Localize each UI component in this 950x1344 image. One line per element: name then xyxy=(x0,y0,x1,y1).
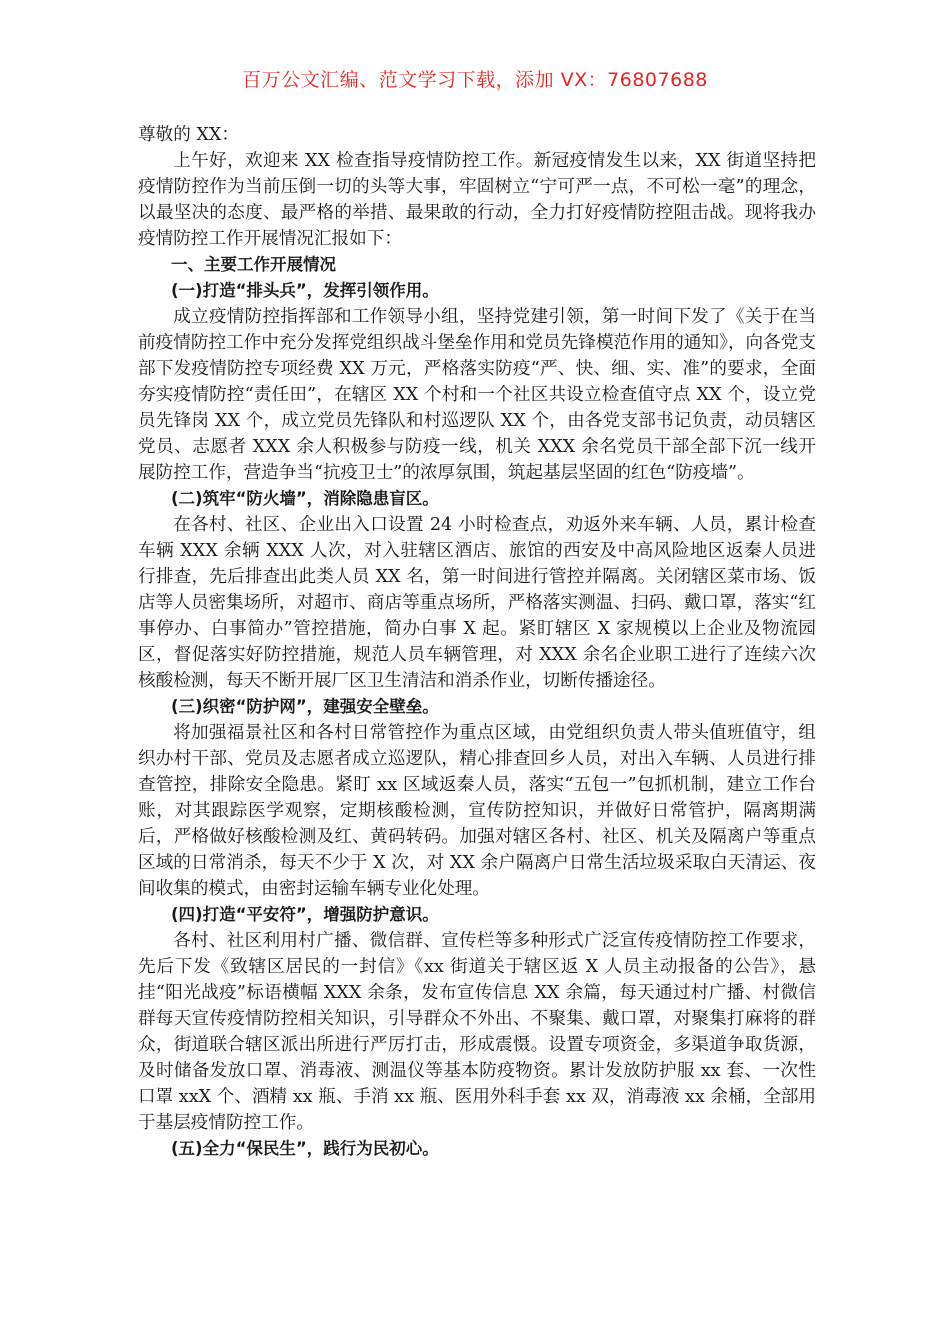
subsection-heading-4: (四)打造“平安符”，增强防护意识。 xyxy=(171,905,439,924)
subsection-heading-1: (一)打造“排头兵”，发挥引领作用。 xyxy=(171,281,439,300)
subsection-heading-5: (五)全力“保民生”，践行为民初心。 xyxy=(171,1139,439,1158)
subsection-paragraph-1: 成立疫情防控指挥部和工作领导小组，坚持党建引领，第一时间下发了《关于在当前疫情防控工作中充分发挥党组织战斗堡垒作用和党员先锋模范作用的通知》，向各党支部下发疫情防控专项经费 XX 万元，严格落实防疫“严、快、细、实、准”的要求，全面夯实疫情防控“责任田”，在辖区 XX 个村和一个社区共设立检查值守点 XX 个，设立党员先锋岗 XX 个，成立党员先锋队和村巡逻队 XX 个，由各党支部书记负责，动员辖区党员、志愿者 XXX 余人积极参与防疫一线，机关 XXX 余名党员干部全部下沉一线开展防控工作，营造争当“抗疫卫士”的浓厚氛围，筑起基层坚固的红色“防疫墙”。 xyxy=(138,307,816,483)
salutation: 尊敬的 XX： xyxy=(138,125,240,145)
subsection-paragraph-3: 将加强福景社区和各村日常管控作为重点区域，由党组织负责人带头值班值守，组织办村干部、党员及志愿者成立巡逻队，精心排查回乡人员，对出入车辆、人员进行排查管控，排除安全隐患。紧盯 xx 区域返秦人员，落实“五包一”包抓机制，建立工作台账，对其跟踪医学观察，定期核酸检测，宣传防控知识，并做好日常管护，隔离期满后，严格做好核酸检测及红、黄码转码。加强对辖区各村、社区、机关及隔离户等重点区域的日常消杀，每天不少于 X 次，对 XX 余户隔离户日常生活垃圾采取白天清运、夜间收集的模式，由密封运输车辆专业化处理。 xyxy=(138,723,816,899)
subsection-heading-3: (三)织密“防护网”，建强安全壁垒。 xyxy=(171,697,439,716)
watermark-banner: 百万公文汇编、范文学习下载，添加 VX：76807688 xyxy=(242,69,708,91)
subsection-heading-2: (二)筑牢“防火墙”，消除隐患盲区。 xyxy=(171,489,439,508)
document-body xyxy=(138,122,816,1162)
section-heading-1: 一、主要工作开展情况 xyxy=(171,255,336,274)
intro-paragraph: 上午好，欢迎来 XX 检查指导疫情防控工作。新冠疫情发生以来，XX 街道坚持把疫情防控作为当前压倒一切的头等大事，牢固树立“宁可严一点，不可松一毫”的理念，以最坚决的态度、最严格的举措、最果敢的行动，全力打好疫情防控阻击战。现将我办疫情防控工作开展情况汇报如下： xyxy=(138,151,816,249)
subsection-paragraph-4: 各村、社区利用村广播、微信群、宣传栏等多种形式广泛宣传疫情防控工作要求，先后下发《致辖区居民的一封信》《xx 街道关于辖区返 X 人员主动报备的公告》，悬挂“阳光战疫”标语横幅 XXX 余条，发布宣传信息 XX 余篇，每天通过村广播、村微信群每天宣传疫情防控相关知识，引导群众不外出、不聚集、戴口罩，对聚集打麻将的群众，街道联合辖区派出所进行严厉打击，形成震慑。设置专项资金，多渠道争取货源，及时储备发放口罩、消毒液、测温仪等基本防疫物资。累计发放防护服 xx 套、一次性口罩 xxX 个、酒精 xx 瓶、手消 xx 瓶、医用外科手套 xx 双，消毒液 xx 余桶，全部用于基层疫情防控工作。 xyxy=(138,931,816,1133)
subsection-paragraph-2: 在各村、社区、企业出入口设置 24 小时检查点，劝返外来车辆、人员，累计检查车辆 XXX 余辆 XXX 人次，对入驻辖区酒店、旅馆的西安及中高风险地区返秦人员进行排查，先后排查出此类人员 XX 名，第一时间进行管控并隔离。关闭辖区菜市场、饭店等人员密集场所，对超市、商店等重点场所，严格落实测温、扫码、戴口罩，落实“红事停办、白事简办”管控措施，简办白事 X 起。紧盯辖区 X 家规模以上企业及物流园区，督促落实好防控措施，规范人员车辆管理，对 XXX 余名企业职工进行了连续六次核酸检测，每天不断开展厂区卫生清洁和消杀作业，切断传播途径。 xyxy=(138,515,816,691)
